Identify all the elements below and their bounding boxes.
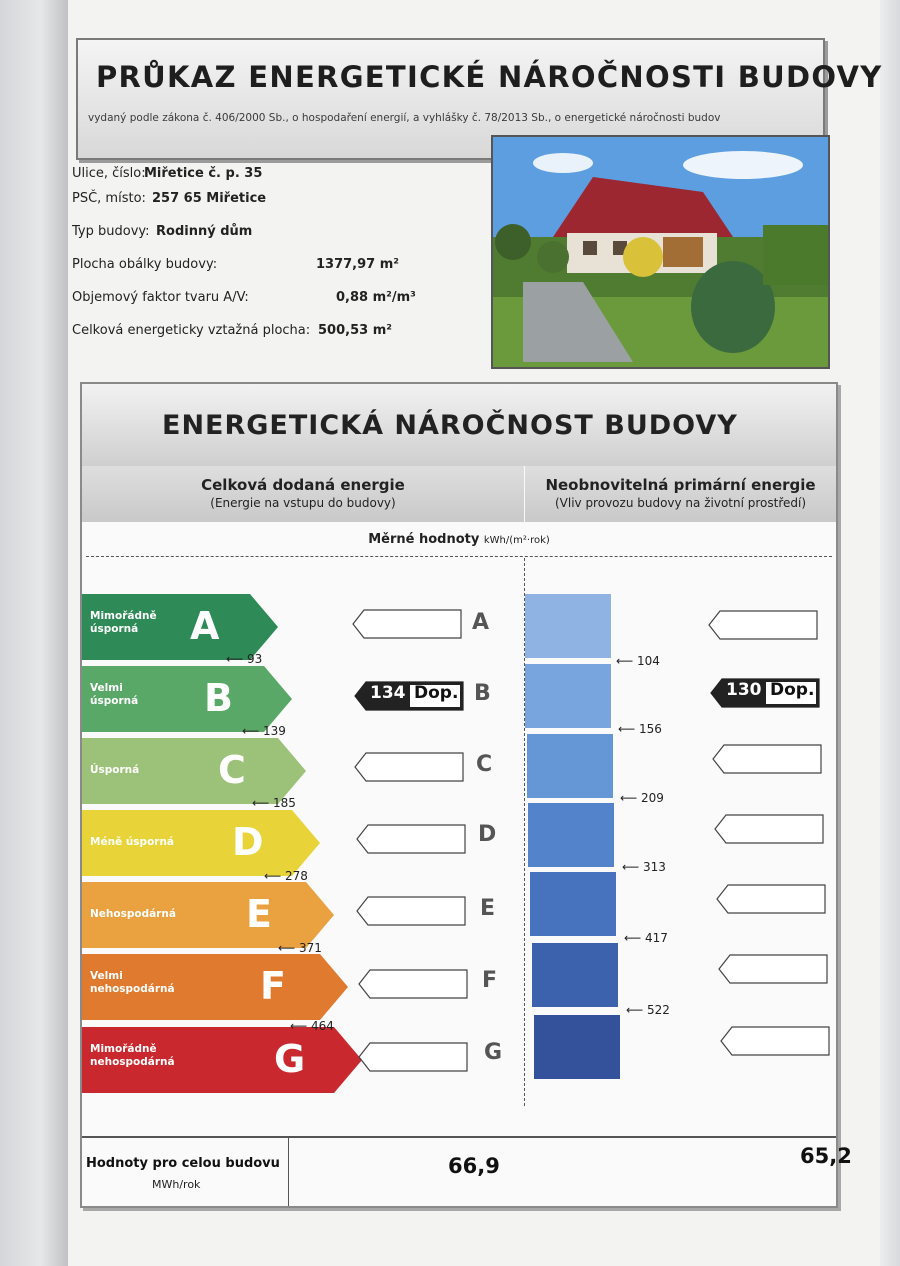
class-letter-b: B — [474, 681, 491, 706]
left-marker-text: Dop. — [414, 683, 459, 703]
units-row — [82, 522, 836, 558]
factor-value: 0,88 m²/m³ — [336, 290, 416, 305]
primary-bar-e — [530, 872, 616, 936]
envelope-row — [72, 257, 399, 272]
type-label: Typ budovy: — [72, 224, 150, 239]
class-arrow-letter: B — [204, 676, 233, 720]
class-label-line1: Úsporná — [90, 764, 140, 776]
right-tick-2: ⟵ 156 — [618, 722, 662, 736]
right-tick-1: ⟵ 104 — [616, 654, 660, 668]
house-photo — [491, 135, 830, 369]
class-label-line2: úsporná — [90, 695, 139, 707]
empty-box-g — [358, 1042, 468, 1072]
empty-box-d — [356, 824, 466, 854]
left-tick-6: ⟵ 464 — [290, 1019, 334, 1033]
primary-bar-f — [532, 943, 618, 1007]
class-arrow-letter: C — [218, 748, 246, 792]
psc-value: 257 65 Miřetice — [152, 191, 267, 206]
delivered-energy-total: 66,9 — [448, 1154, 500, 1178]
primary-bar-d — [528, 803, 614, 867]
section-title-bar — [82, 384, 836, 466]
energy-performance-section — [80, 382, 852, 1208]
left-tick-4: ⟵ 278 — [264, 869, 308, 883]
class-label-line1: Méně úsporná — [90, 836, 175, 848]
class-label-line1: Velmi — [90, 970, 123, 982]
certificate-subtitle: vydaný podle zákona č. 406/2000 Sb., o hospodaření energií, a vyhlášky č. 78/2013 Sb., o energetické náročnosti budov — [88, 112, 721, 124]
class-label — [90, 682, 138, 708]
left-tick-1: ⟵ 93 — [226, 652, 263, 666]
empty-box-c — [354, 752, 464, 782]
area-row — [72, 323, 392, 338]
right-empty-box-g — [720, 1026, 830, 1056]
type-row — [72, 224, 253, 239]
right-page-edge — [878, 0, 900, 1266]
units-value: kWh/(m²·rok) — [483, 535, 550, 546]
certificate-title: PRŮKAZ ENERGETICKÉ NÁROČNOSTI BUDOVY — [96, 60, 883, 94]
class-label — [90, 836, 174, 849]
left-tick-5: ⟵ 371 — [278, 941, 322, 955]
delivered-energy-title: Celková dodaná energie — [201, 476, 405, 494]
house-photo-illustration — [493, 137, 828, 367]
class-label — [90, 908, 176, 921]
units-label: Měrné hodnoty — [368, 532, 480, 547]
street-row — [72, 166, 263, 181]
class-label-line1: Mimořádně — [90, 610, 157, 622]
right-marker-value: 130 — [726, 680, 762, 700]
class-letter-f: F — [482, 968, 498, 993]
class-arrow-b — [82, 666, 294, 732]
primary-energy-subtitle: (Vliv provozu budovy na životní prostředí) — [554, 496, 807, 510]
class-arrow-letter: A — [190, 604, 220, 648]
area-value: 500,53 m² — [318, 323, 392, 338]
right-marker-text: Dop. — [770, 680, 815, 700]
right-tick-5: ⟵ 417 — [624, 931, 668, 945]
section-title: ENERGETICKÁ NÁROČNOST BUDOVY — [162, 410, 738, 441]
left-tick-2: ⟵ 139 — [242, 724, 286, 738]
right-empty-box-d — [714, 814, 824, 844]
left-tick-3: ⟵ 185 — [252, 796, 296, 810]
class-arrow-a — [82, 594, 280, 660]
class-letter-g: G — [484, 1040, 503, 1065]
dashed-divider-horizontal — [86, 556, 832, 557]
class-letter-d: D — [478, 822, 497, 847]
right-tick-6: ⟵ 522 — [626, 1003, 670, 1017]
energy-certificate-document — [68, 0, 883, 1266]
empty-box-f — [358, 969, 468, 999]
class-label-line1: Velmi — [90, 682, 123, 694]
class-label — [90, 610, 157, 636]
class-label-line2: úsporná — [90, 623, 139, 635]
class-label — [90, 970, 175, 996]
left-page-edge — [0, 0, 68, 1266]
empty-box-a — [352, 609, 462, 639]
class-arrow-c — [82, 738, 308, 804]
psc-label: PSČ, místo: — [72, 191, 146, 206]
right-tick-4: ⟵ 313 — [622, 860, 666, 874]
building-info — [72, 140, 488, 364]
delivered-energy-header — [82, 466, 524, 522]
class-letter-e: E — [480, 896, 496, 921]
class-letter-a: A — [472, 610, 490, 635]
right-empty-box-e — [716, 884, 826, 914]
area-label: Celková energeticky vztažná plocha: — [72, 323, 311, 338]
class-arrow-e — [82, 882, 336, 948]
primary-energy-total: 65,2 — [800, 1144, 852, 1168]
class-arrow-g — [82, 1027, 364, 1093]
class-arrow-d — [82, 810, 322, 876]
class-label — [90, 1043, 175, 1069]
right-empty-box-a — [708, 610, 818, 640]
left-marker-value: 134 — [370, 683, 406, 703]
envelope-label: Plocha obálky budovy: — [72, 257, 218, 272]
class-label-line1: Nehospodárná — [90, 908, 176, 920]
primary-energy-title: Neobnovitelná primární energie — [545, 476, 816, 494]
totals-unit: MWh/rok — [152, 1178, 201, 1191]
class-label-line2: nehospodárná — [90, 1056, 175, 1068]
delivered-energy-subtitle: (Energie na vstupu do budovy) — [210, 496, 396, 510]
class-arrow-f — [82, 954, 350, 1020]
class-label-line2: nehospodárná — [90, 983, 175, 995]
primary-bar-a — [525, 594, 611, 658]
right-empty-box-c — [712, 744, 822, 774]
class-arrow-letter: F — [260, 964, 286, 1008]
street-label: Ulice, číslo: — [72, 166, 146, 181]
primary-bar-b — [525, 664, 611, 728]
right-empty-box-f — [718, 954, 828, 984]
totals-label: Hodnoty pro celou budovu — [86, 1156, 280, 1171]
class-label-line1: Mimořádně — [90, 1043, 157, 1055]
class-arrow-letter: E — [246, 892, 272, 936]
primary-bar-g — [534, 1015, 620, 1079]
class-letter-c: C — [476, 752, 493, 777]
totals-divider — [288, 1138, 289, 1206]
class-arrow-letter: D — [232, 820, 264, 864]
class-label — [90, 764, 139, 777]
primary-bar-c — [527, 734, 613, 798]
empty-box-e — [356, 896, 466, 926]
class-arrow-letter: G — [274, 1037, 306, 1081]
type-value: Rodinný dům — [156, 224, 253, 239]
factor-row — [72, 290, 416, 305]
envelope-value: 1377,97 m² — [316, 257, 399, 272]
psc-row — [72, 191, 267, 206]
primary-energy-header — [525, 466, 836, 522]
right-tick-3: ⟵ 209 — [620, 791, 664, 805]
building-totals-row — [82, 1136, 852, 1208]
factor-label: Objemový faktor tvaru A/V: — [72, 290, 249, 305]
street-value: Miřetice č. p. 35 — [144, 166, 263, 181]
